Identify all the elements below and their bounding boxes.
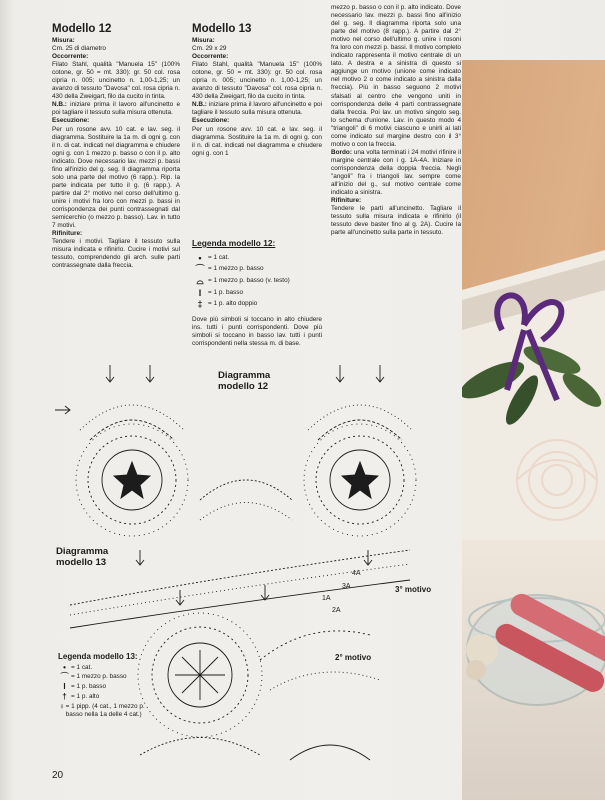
- legend-modello-13: [58, 652, 158, 720]
- slip-stitch-symbol-icon: ⌒: [195, 264, 205, 275]
- label-1A: 1A: [322, 595, 331, 602]
- legend12-text: = 1 p. alto doppio: [208, 300, 258, 308]
- slip-stitch-symbol-icon: ⌒: [60, 672, 69, 682]
- slip-stitch-join-symbol-icon: ⌓: [196, 275, 204, 286]
- legend13-text: = 1 pipp. (4 cat., 1 mezzo p. basso nella 1a delle 4 cat.): [65, 702, 145, 718]
- model13-nb-label: N.B.:: [192, 101, 207, 109]
- model13-rifinitura-label: Rifiniture:: [331, 197, 362, 205]
- model13-esecuzione-cont: mezzo p. basso o con il p. alto indicato. Dove necessario lav. mezzi p. bassi fino all'inizio del g. seg. Il diagramma riporta solo una parte del motivo (8 rapp.). A partire dal 2° motivo nel corso dell'ultimo g. unire i rosoni fra loro con mezzi p. bassi. Il motivo completo indicato rappresenta il motivo centrale di un lato. A destra e a sinistra di questo si aggiunge un motivo (unione come indicato nel motivo 2 o come indicato a sinistra dalla freccia). Più in basso seguono 2 motivi sfalsati al centro che vengono uniti in corrispondenza delle 4 parti contrassegnate dalla freccia. Poi lav. un motivo singolo seg. lo schema d'unione. Lav. in questo modo 4 "triangoli" di 6 motivi ciascuno e unirli ai lati come indicato sul margine destro con il 3° motivo o con la freccia.: [331, 4, 461, 148]
- legend13-item: [58, 683, 158, 691]
- single-crochet-symbol-icon: I: [63, 682, 66, 692]
- label-4A: 4A: [352, 570, 361, 577]
- chain-symbol-icon: •: [198, 252, 202, 263]
- rosette-left: [76, 405, 188, 536]
- diagram12-title-line1: Diagramma: [218, 370, 271, 381]
- label-2-motivo: 2° motivo: [335, 653, 372, 662]
- diagram13-title-line1: Diagramma: [56, 546, 109, 557]
- legend13-item: [58, 673, 158, 681]
- single-crochet-symbol-icon: I: [198, 287, 202, 298]
- photo-illustration: [462, 60, 605, 800]
- model12-occorrente-label: Occorrente:: [52, 53, 89, 61]
- model12-esecuzione: Per un rosone avv. 10 cat. e lav. seg. il diagramma. Sostituire la 1a m. di ogni g. con il n. di cat. indicati nel diagramma e chiudere ogni g. con 1 mezzo p. basso o con il p. alto indicato. Dove necessario lav. mezzi p. bassi fino all'inizio del g. seg. Il diagramma riporta solo una parte del motivo (6 rapp.). Rip. la parte indicata per tutto il g. (6 rapp.). A partire dal 2° motivo nel corso dell'ultimo g. unire i motivi fra loro con mezzi p. bassi in corrispondenza dei punti contrassegnati dal semicerchio (o mezzo p. basso). Lav. in tutto 7 motivi.: [52, 125, 180, 230]
- chain-symbol-icon: •: [63, 662, 66, 672]
- diagram13-title-line2: modello 13: [56, 557, 107, 568]
- arrow-icon: [176, 585, 269, 605]
- legend12-note: Dove più simboli si toccano in alto chiudere ins. tutti i punti corrispondenti. Dove più simboli si toccano in basso lav. tutti i punti corrispondenti nella stessa m. di base.: [192, 315, 322, 347]
- label-3-motivo: 3° motivo: [395, 585, 432, 594]
- double-treble-symbol-icon: ‡: [197, 299, 203, 310]
- doily-photo: [462, 60, 605, 800]
- legend12-item: [192, 275, 322, 287]
- model13-bordo: una volta terminati i 24 motivi rifinire il margine centrale con i g. 1A-4A. Iniziare in corrispondenza della doppia freccia. Negli "angoli" fra i triangoli lav. sempre come all'inizio del g., sul motivo centrale come indicato a sinistra.: [331, 148, 461, 197]
- legend-modello-12: [192, 238, 322, 354]
- label-3A: 3A: [342, 583, 351, 590]
- model12-esecuzione-label: Esecuzione:: [52, 117, 90, 125]
- column-modello-13: [192, 22, 322, 158]
- model13-misura: Cm. 29 x 29: [192, 45, 227, 53]
- picot-symbol-icon: ♀: [58, 701, 65, 711]
- model13-title: Modello 13: [192, 23, 252, 35]
- model13-bordo-label: Bordo:: [331, 148, 352, 156]
- legend12-title: Legenda modello 12:: [192, 238, 276, 248]
- model13-esecuzione-label: Esecuzione:: [192, 117, 230, 125]
- diagram-12: [55, 365, 416, 565]
- model12-rifinitura: Tendere i motivi. Tagliare il tessuto sulla misura indicata e rifinirlo. Cucire i motivi sul tessuto, comprendendo gli arch. sulle parti contrassegnate dalla freccia.: [52, 238, 180, 270]
- label-2A: 2A: [332, 607, 341, 614]
- legend13-text: = 1 mezzo p. basso: [71, 673, 127, 681]
- diagram12-title: [218, 370, 270, 392]
- legend12-item: [192, 264, 322, 276]
- diagram13-title: [56, 546, 108, 568]
- model12-rifinitura-label: Rifiniture:: [52, 230, 83, 238]
- model13-occorrente-label: Occorrente:: [192, 53, 229, 61]
- model13-esecuzione: Per un rosone avv. 10 cat. e lav. seg. il diagramma. Sostituire la 1a m. di ogni g. con il n. di cat. indicati nel diagramma e chiudere ogni g. con 1: [192, 125, 322, 157]
- legend12-item: [192, 252, 322, 264]
- model12-nb-label: N.B.:: [52, 101, 67, 109]
- page-number: 20: [52, 770, 64, 781]
- legend12-text: = 1 mezzo p. basso: [208, 265, 264, 273]
- column-continuation: [331, 4, 461, 237]
- legend13-text: = 1 p. alto: [71, 692, 100, 700]
- model12-title: Modello 12: [52, 23, 112, 35]
- legend13-item: [58, 693, 158, 701]
- legend12-item: [192, 287, 322, 299]
- arrow-icon: [55, 365, 384, 565]
- model13-occorrente: Filato Stahl, qualità "Manuela 15" (100% cotone, gr. 50 = mt. 330): gr. 50 col. rosa cipria n. 005; uncinetto n. 1,00-1,25; un avanzo di tessuto "Davosa" col. rosa cipria n. 430 della Zweigart, filo da cucito in tinta.: [192, 61, 322, 101]
- model12-occorrente: Filato Stahl, qualità "Manuela 15" (100% cotone, gr. 50 = mt. 330): gr. 50 col. rosa cipria n. 005; uncinetto n. 1,00-1,25; un avanzo di tessuto "Davosa" col. rosa cipria n. 430 della Zweigart, filo da cucito in tinta.: [52, 61, 180, 101]
- legend13-text: = 1 cat.: [71, 663, 93, 671]
- diagram12-title-line2: modello 12: [218, 381, 269, 392]
- legend13-item: [58, 664, 158, 672]
- legend12-text: = 1 cat.: [208, 253, 230, 261]
- legend12-item: [192, 298, 322, 310]
- legend13-text: = 1 p. basso: [71, 683, 106, 691]
- legend13-title: Legenda modello 13:: [58, 652, 138, 661]
- column-modello-12: [52, 22, 180, 270]
- model13-nb: iniziare prima il lavoro all'uncinetto e poi tagliare il tessuto sulla misura ottenuta.: [192, 101, 322, 117]
- model13-misura-label: Misura:: [192, 37, 215, 44]
- model12-misura: Cm. 25 di diametro: [52, 45, 106, 53]
- legend12-text: = 1 mezzo p. basso (v. testo): [208, 276, 290, 284]
- model13-rifinitura: Tendere le parti all'uncinetto. Tagliare il tessuto sulla misura indicata e rifinirlo (il tessuto deve baster fino al g. 2A). Cucire la parte all'uncinetto sulla parte in tessuto.: [331, 205, 461, 237]
- model12-nb: iniziare prima il lavoro all'uncinetto e poi tagliare il tessuto sulla misura ottenuta.: [52, 101, 180, 117]
- treble-symbol-icon: †: [62, 691, 67, 701]
- model12-misura-label: Misura:: [52, 37, 75, 44]
- rosette-right: [304, 405, 416, 536]
- legend13-item: [58, 703, 158, 719]
- legend12-text: = 1 p. basso: [208, 288, 243, 296]
